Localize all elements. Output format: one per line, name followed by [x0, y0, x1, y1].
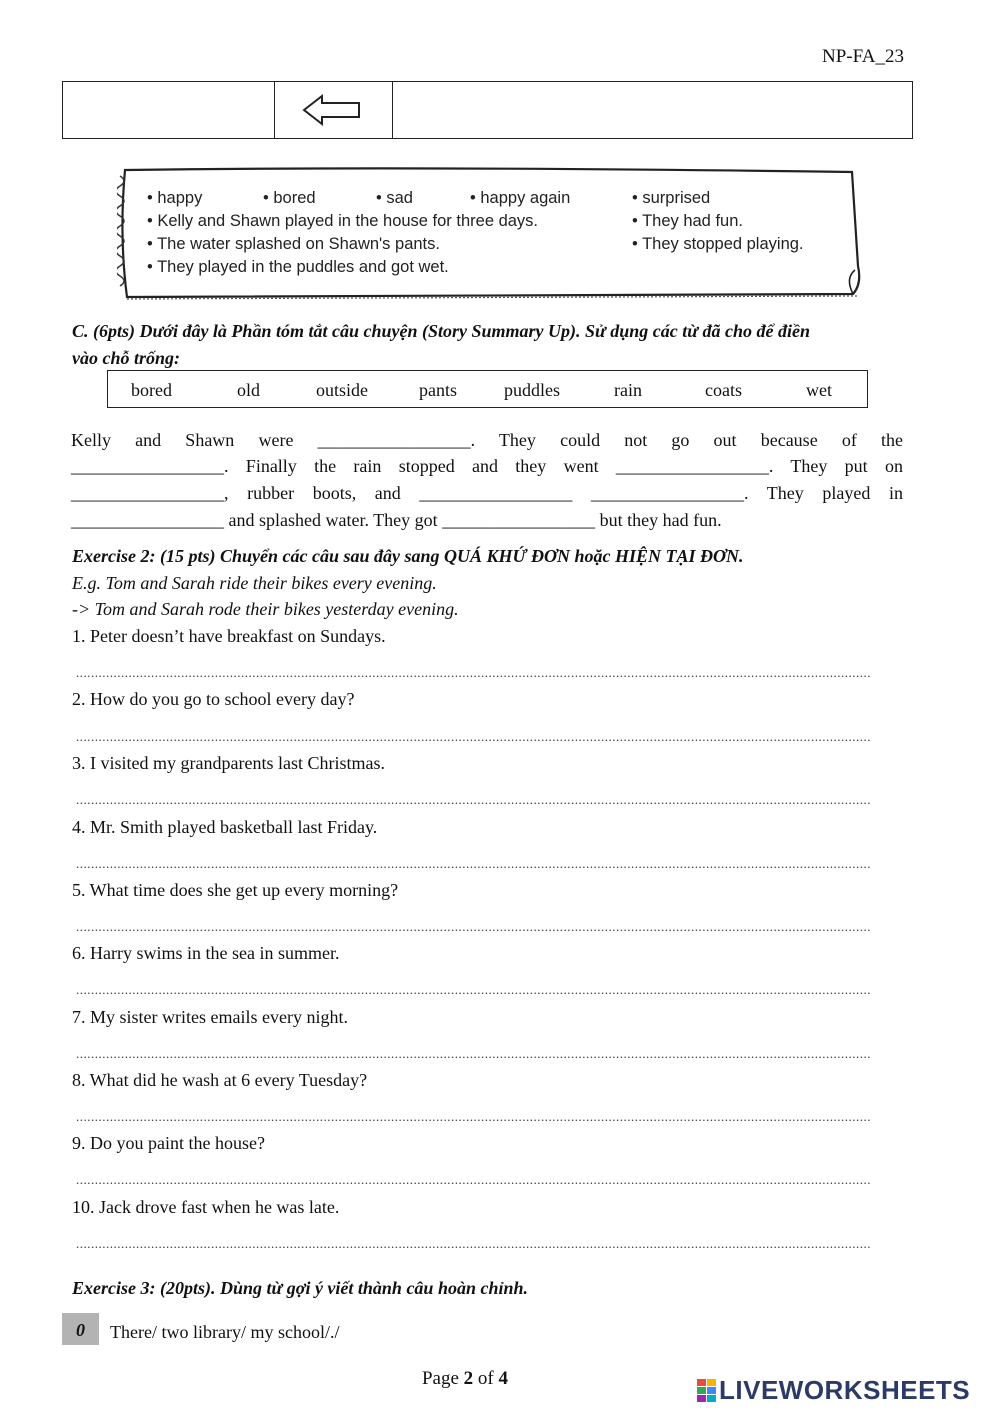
word-bank-item: puddles [504, 380, 560, 400]
item-number-badge: 0 [62, 1313, 99, 1345]
summary-line[interactable]: _________________, rubber boots, and _________________ _________________. They played in [71, 483, 903, 503]
answer-line-2[interactable]: .................................................................................................................................................................................................................... [76, 729, 871, 744]
left-arrow-icon [302, 93, 362, 127]
answer-line-4[interactable]: .................................................................................................................................................................................................................... [76, 856, 871, 871]
question-3: 3. I visited my grandparents last Christmas. [72, 753, 385, 773]
word-bank-item: pants [419, 380, 457, 400]
word-bank-item: rain [614, 380, 642, 400]
question-9: 9. Do you paint the house? [72, 1133, 265, 1153]
word-bank-item: outside [316, 380, 368, 400]
scroll-word-bored: • bored [263, 189, 316, 207]
exercise-3-heading: Exercise 3: (20pts). Dùng từ gợi ý viết thành câu hoàn chỉnh. [72, 1278, 528, 1298]
word-bank-item: wet [806, 380, 832, 400]
footer-of-label: of [477, 1368, 494, 1389]
question-8: 8. What did he wash at 6 every Tuesday? [72, 1070, 368, 1090]
word-bank [107, 370, 868, 408]
scroll-word-surprised: • surprised [632, 189, 711, 207]
example-answer: -> Tom and Sarah rode their bikes yesterday evening. [72, 599, 459, 619]
section-c-heading-line: C. (6pts) Dưới đây là Phần tóm tắt câu chuyện (Story Summary Up). Sử dụng các từ đã cho để điền [72, 321, 811, 341]
answer-line-1[interactable]: .................................................................................................................................................................................................................... [76, 665, 871, 680]
answer-cell-right[interactable] [393, 82, 912, 138]
scroll-word-happy-again: • happy again [470, 189, 571, 207]
section-c-heading [72, 318, 904, 372]
question-6: 6. Harry swims in the sea in summer. [72, 943, 340, 963]
logo-text: LIVEWORKSHEETS [719, 1375, 971, 1405]
question-1: 1. Peter doesn’t have breakfast on Sundays. [72, 626, 386, 646]
scroll-sentence: • Kelly and Shawn played in the house for three days. [147, 212, 539, 230]
footer-page-label: Page [421, 1368, 459, 1389]
answer-cell-left[interactable] [63, 82, 275, 138]
scroll-word-sad: • sad [376, 189, 413, 207]
question-10: 10. Jack drove fast when he was late. [72, 1197, 340, 1217]
summary-line[interactable]: _________________. Finally the rain stopped and they went _________________. They put on [71, 456, 903, 476]
word-bank-item: coats [705, 380, 742, 400]
word-bank-item: bored [131, 380, 172, 400]
word-bank-item: old [237, 380, 261, 400]
answer-line-5[interactable]: .................................................................................................................................................................................................................... [76, 919, 871, 934]
liveworksheets-logo [697, 1375, 971, 1408]
liveworksheets-logo-icon [697, 1379, 717, 1403]
exercise-2-heading: Exercise 2: (15 pts) Chuyển các câu sau đây sang QUÁ KHỨ ĐƠN hoặc HIỆN TẠI ĐƠN. [72, 546, 744, 566]
section-c-heading-line: vào chỗ trống: [72, 348, 180, 368]
answer-line-3[interactable]: .................................................................................................................................................................................................................... [76, 792, 871, 807]
scroll-sentence: • They played in the puddles and got wet. [147, 258, 449, 276]
arrow-cell [274, 82, 393, 138]
scroll-sentence: • They had fun. [632, 212, 743, 230]
scroll-sentence: • The water splashed on Shawn's pants. [147, 235, 440, 253]
answer-line-6[interactable]: .................................................................................................................................................................................................................... [76, 982, 871, 997]
question-5: 5. What time does she get up every morning? [72, 880, 399, 900]
question-2: 2. How do you go to school every day? [72, 689, 355, 709]
question-4: 4. Mr. Smith played basketball last Friday. [72, 817, 378, 837]
answer-line-10[interactable]: .................................................................................................................................................................................................................... [76, 1236, 871, 1251]
footer-total-pages: 4 [498, 1368, 508, 1389]
exercise-3-item: There/ two library/ my school/./ [110, 1322, 340, 1342]
scroll-frame [117, 166, 862, 301]
answer-line-8[interactable]: .................................................................................................................................................................................................................... [76, 1109, 871, 1124]
summary-line[interactable]: _________________ and splashed water. They got _________________ but they had fun. [71, 510, 722, 530]
summary-line[interactable]: Kelly and Shawn were _________________. They could not go out because of the [71, 430, 903, 450]
question-7: 7. My sister writes emails every night. [72, 1007, 348, 1027]
scroll-sentence: • They stopped playing. [632, 235, 804, 253]
story-scroll-box [117, 166, 862, 301]
document-code: NP-FA_23 [822, 46, 904, 67]
footer-current-page: 2 [463, 1368, 474, 1389]
example-sentence: E.g. Tom and Sarah ride their bikes every evening. [72, 573, 437, 593]
scroll-word-happy: • happy [147, 189, 203, 207]
answer-line-9[interactable]: .................................................................................................................................................................................................................... [76, 1172, 871, 1187]
answer-line-7[interactable]: .................................................................................................................................................................................................................... [76, 1046, 871, 1061]
matching-box [62, 81, 913, 139]
